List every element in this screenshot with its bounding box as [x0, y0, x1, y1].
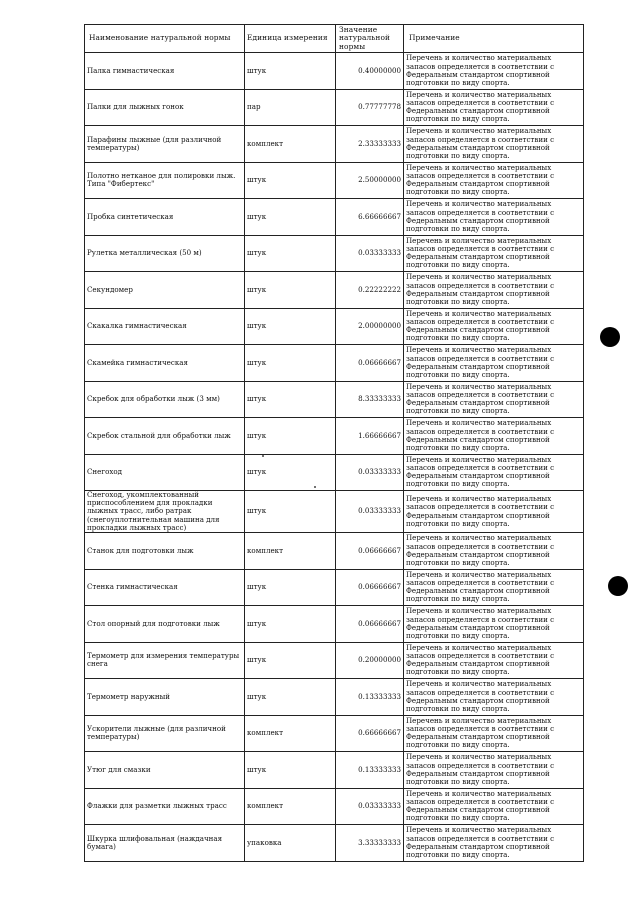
table-row — [85, 89, 584, 126]
cell-note: Перечень и количество материальных запасов определяется в соответствии с Федеральным стандартом спортивной подготовки по виду спорта. — [404, 491, 584, 533]
table-row — [85, 199, 584, 236]
cell-name: Полотно нетканое для полировки лыж. Типа "Фибертекс" — [85, 162, 245, 199]
cell-note: Перечень и количество материальных запасов определяется в соответствии с Федеральным стандартом спортивной подготовки по виду спорта. — [404, 788, 584, 825]
cell-value: 0.66666667 — [336, 715, 404, 752]
cell-name: Флажки для разметки лыжных трасс — [85, 788, 245, 825]
table-row — [85, 491, 584, 533]
cell-name: Термометр наружный — [85, 679, 245, 716]
table-row — [85, 235, 584, 272]
cell-note: Перечень и количество материальных запасов определяется в соответствии с Федеральным стандартом спортивной подготовки по виду спорта. — [404, 345, 584, 382]
table-header-row — [85, 25, 584, 53]
table-row — [85, 606, 584, 643]
table-row — [85, 345, 584, 382]
cell-note: Перечень и количество материальных запасов определяется в соответствии с Федеральным стандартом спортивной подготовки по виду спорта. — [404, 162, 584, 199]
cell-value: 0.40000000 — [336, 53, 404, 90]
cell-value: 0.06666667 — [336, 569, 404, 606]
norms-table — [84, 24, 584, 862]
cell-note: Перечень и количество материальных запасов определяется в соответствии с Федеральным стандартом спортивной подготовки по виду спорта. — [404, 454, 584, 491]
cell-unit: комплект — [245, 533, 336, 570]
cell-unit: штук — [245, 569, 336, 606]
cell-value: 0.06666667 — [336, 533, 404, 570]
cell-value: 0.13333333 — [336, 679, 404, 716]
cell-value: 0.20000000 — [336, 642, 404, 679]
cell-unit: штук — [245, 235, 336, 272]
cell-note: Перечень и количество материальных запасов определяется в соответствии с Федеральным стандартом спортивной подготовки по виду спорта. — [404, 569, 584, 606]
cell-unit: штук — [245, 679, 336, 716]
cell-unit: штук — [245, 162, 336, 199]
cell-name: Снегоход, укомплектованный приспособлением для прокладки лыжных трасс, либо ратрак (снегоуплотнительная машина для прокладки лыжных трасс) — [85, 491, 245, 533]
table-row — [85, 825, 584, 862]
cell-note: Перечень и количество материальных запасов определяется в соответствии с Федеральным стандартом спортивной подготовки по виду спорта. — [404, 272, 584, 309]
table-row — [85, 788, 584, 825]
cell-name: Стол опорный для подготовки лыж — [85, 606, 245, 643]
table-row — [85, 569, 584, 606]
cell-name: Станок для подготовки лыж — [85, 533, 245, 570]
cell-unit: штук — [245, 53, 336, 90]
cell-note: Перечень и количество материальных запасов определяется в соответствии с Федеральным стандартом спортивной подготовки по виду спорта. — [404, 199, 584, 236]
cell-note: Перечень и количество материальных запасов определяется в соответствии с Федеральным стандартом спортивной подготовки по виду спорта. — [404, 606, 584, 643]
cell-name: Ускорители лыжные (для различной температуры) — [85, 715, 245, 752]
cell-note: Перечень и количество материальных запасов определяется в соответствии с Федеральным стандартом спортивной подготовки по виду спорта. — [404, 235, 584, 272]
cell-value: 0.06666667 — [336, 345, 404, 382]
cell-name: Термометр для измерения температуры снега — [85, 642, 245, 679]
cell-value: 0.03333333 — [336, 788, 404, 825]
scan-speck — [262, 455, 264, 457]
cell-note: Перечень и количество материальных запасов определяется в соответствии с Федеральным стандартом спортивной подготовки по виду спорта. — [404, 679, 584, 716]
table-row — [85, 533, 584, 570]
cell-value: 2.33333333 — [336, 126, 404, 163]
cell-name: Палка гимнастическая — [85, 53, 245, 90]
cell-value: 2.00000000 — [336, 308, 404, 345]
cell-note: Перечень и количество материальных запасов определяется в соответствии с Федеральным стандартом спортивной подготовки по виду спорта. — [404, 89, 584, 126]
cell-name: Шкурка шлифовальная (наждачная бумага) — [85, 825, 245, 862]
table-row — [85, 715, 584, 752]
cell-name: Скребок для обработки лыж (3 мм) — [85, 381, 245, 418]
cell-unit: штук — [245, 199, 336, 236]
table-row — [85, 679, 584, 716]
cell-value: 2.50000000 — [336, 162, 404, 199]
cell-note: Перечень и количество материальных запасов определяется в соответствии с Федеральным стандартом спортивной подготовки по виду спорта. — [404, 308, 584, 345]
punch-hole — [600, 327, 620, 347]
scan-speck — [314, 486, 316, 488]
table-row — [85, 272, 584, 309]
cell-name: Скребок стальной для обработки лыж — [85, 418, 245, 455]
cell-name: Утюг для смазки — [85, 752, 245, 789]
cell-unit: штук — [245, 606, 336, 643]
table-row — [85, 418, 584, 455]
table-row — [85, 126, 584, 163]
cell-unit: комплект — [245, 715, 336, 752]
table-row — [85, 53, 584, 90]
cell-value: 0.13333333 — [336, 752, 404, 789]
cell-name: Секундомер — [85, 272, 245, 309]
cell-name: Пробка синтетическая — [85, 199, 245, 236]
cell-note: Перечень и количество материальных запасов определяется в соответствии с Федеральным стандартом спортивной подготовки по виду спорта. — [404, 418, 584, 455]
cell-note: Перечень и количество материальных запасов определяется в соответствии с Федеральным стандартом спортивной подготовки по виду спорта. — [404, 381, 584, 418]
header-name: Наименование натуральной нормы — [85, 25, 245, 53]
cell-name: Стенка гимнастическая — [85, 569, 245, 606]
cell-unit: штук — [245, 272, 336, 309]
table-row — [85, 752, 584, 789]
cell-note: Перечень и количество материальных запасов определяется в соответствии с Федеральным стандартом спортивной подготовки по виду спорта. — [404, 715, 584, 752]
cell-unit: штук — [245, 418, 336, 455]
cell-note: Перечень и количество материальных запасов определяется в соответствии с Федеральным стандартом спортивной подготовки по виду спорта. — [404, 752, 584, 789]
cell-unit: комплект — [245, 126, 336, 163]
table-body — [85, 53, 584, 862]
cell-unit: штук — [245, 752, 336, 789]
cell-unit: штук — [245, 381, 336, 418]
cell-unit: штук — [245, 345, 336, 382]
cell-name: Палки для лыжных гонок — [85, 89, 245, 126]
cell-unit: штук — [245, 491, 336, 533]
cell-note: Перечень и количество материальных запасов определяется в соответствии с Федеральным стандартом спортивной подготовки по виду спорта. — [404, 53, 584, 90]
header-note: Примечание — [404, 25, 584, 53]
cell-value: 0.77777778 — [336, 89, 404, 126]
table-row — [85, 162, 584, 199]
cell-unit: штук — [245, 454, 336, 491]
cell-note: Перечень и количество материальных запасов определяется в соответствии с Федеральным стандартом спортивной подготовки по виду спорта. — [404, 825, 584, 862]
cell-unit: штук — [245, 308, 336, 345]
cell-name: Скакалка гимнастическая — [85, 308, 245, 345]
punch-hole — [608, 576, 628, 596]
cell-name: Скамейка гимнастическая — [85, 345, 245, 382]
cell-name: Снегоход — [85, 454, 245, 491]
cell-note: Перечень и количество материальных запасов определяется в соответствии с Федеральным стандартом спортивной подготовки по виду спорта. — [404, 533, 584, 570]
table-row — [85, 454, 584, 491]
cell-name: Рулетка металлическая (50 м) — [85, 235, 245, 272]
cell-value: 1.66666667 — [336, 418, 404, 455]
cell-value: 8.33333333 — [336, 381, 404, 418]
cell-value: 6.66666667 — [336, 199, 404, 236]
cell-value: 0.22222222 — [336, 272, 404, 309]
header-value: Значение натуральной нормы — [336, 25, 404, 53]
cell-name: Парафины лыжные (для различной температуры) — [85, 126, 245, 163]
table-row — [85, 381, 584, 418]
cell-value: 0.03333333 — [336, 491, 404, 533]
cell-value: 0.03333333 — [336, 235, 404, 272]
cell-unit: упаковка — [245, 825, 336, 862]
cell-value: 3.33333333 — [336, 825, 404, 862]
cell-note: Перечень и количество материальных запасов определяется в соответствии с Федеральным стандартом спортивной подготовки по виду спорта. — [404, 642, 584, 679]
table-row — [85, 308, 584, 345]
table-row — [85, 642, 584, 679]
cell-unit: комплект — [245, 788, 336, 825]
cell-value: 0.06666667 — [336, 606, 404, 643]
cell-unit: пар — [245, 89, 336, 126]
cell-value: 0.03333333 — [336, 454, 404, 491]
cell-note: Перечень и количество материальных запасов определяется в соответствии с Федеральным стандартом спортивной подготовки по виду спорта. — [404, 126, 584, 163]
cell-unit: штук — [245, 642, 336, 679]
header-unit: Единица измерения — [245, 25, 336, 53]
